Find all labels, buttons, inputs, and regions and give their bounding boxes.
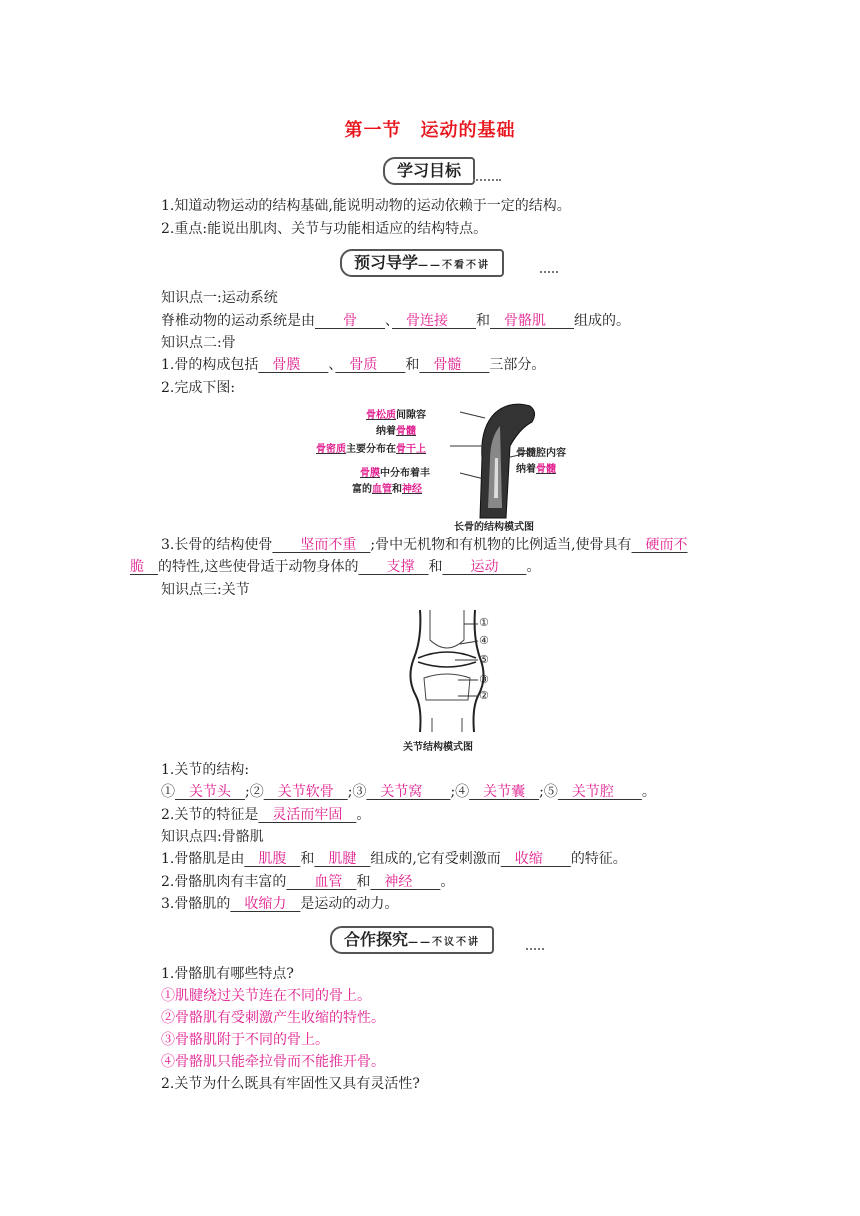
k4-q2: 2.骨骼肌肉有丰富的 血管 和 神经 。 [161, 874, 455, 890]
coop-answer-1: ①肌腱绕过关节连在不同的骨上。 [161, 988, 371, 1004]
answer: 收缩力 [230, 896, 301, 912]
k3-q1: 1.关节的结构: [161, 762, 250, 778]
label-vessels-nerves: 富的血管和神经 [352, 484, 422, 495]
label-3: ③ [479, 673, 489, 686]
joint-drawing [400, 608, 510, 733]
banner-preview [340, 247, 560, 277]
coop-answer-3: ③骨骼肌附于不同的骨上。 [161, 1032, 329, 1048]
k2-heading: 知识点二:骨 [161, 335, 236, 351]
goal-1: 1.知道动物运动的结构基础,能说明动物的运动依赖于一定的结构。 [161, 198, 571, 214]
label-cavity: 骨髓腔内容 [516, 448, 566, 459]
answer: 收缩 [500, 851, 571, 867]
banner-dots [540, 271, 558, 273]
label-4: ④ [479, 634, 489, 647]
k3-heading: 知识点三:关节 [161, 582, 250, 598]
label-5: ⑤ [479, 653, 489, 666]
answer: 关节软骨 [263, 784, 348, 800]
label-marrow-1: 纳着骨髓 [376, 426, 416, 437]
answer: 坚而不重 [272, 537, 371, 553]
k2-q2: 2.完成下图: [161, 380, 236, 396]
banner-dots [526, 948, 544, 950]
answer: 骨连接 [392, 313, 476, 329]
answer: 脆 [130, 559, 158, 575]
k1-question: 脊椎动物的运动系统是由 骨 、 骨连接 和 骨骼肌 组成的。 [161, 313, 630, 329]
banner-cooperative-inquiry [330, 924, 545, 954]
answer: 血管 [286, 874, 357, 890]
answer: 骨髓 [419, 357, 490, 373]
answer: 硬而不 [631, 537, 688, 553]
label-1: ① [479, 616, 489, 629]
long-bone-caption: 长骨的结构模式图 [454, 522, 534, 533]
k2-q3-line1: 3.长骨的结构使骨 坚而不重 ;骨中无机物和有机物的比例适当,使骨具有 硬而不 [161, 537, 688, 553]
k2-q3-line2: 脆 的特性,这些使骨适于动物身体的 支撑 和 运动 。 [130, 559, 541, 575]
answer: 灵活而牢固 [258, 807, 357, 823]
k4-q1: 1.骨骼肌是由 肌腹 和 肌腱 组成的,它有受刺激而 收缩 的特征。 [161, 851, 627, 867]
answer: 关节腔 [557, 784, 642, 800]
page-title: 第一节 运动的基础 [344, 120, 516, 141]
k3-q1-answers: ① 关节头 ;② 关节软骨 ;③ 关节窝 ;④ 关节囊 ;⑤ 关节腔 。 [161, 784, 656, 800]
label-2: ② [479, 689, 489, 702]
k2-q1: 1.骨的构成包括 骨膜 、 骨质 和 骨髓 三部分。 [161, 357, 546, 373]
answer: 运动 [442, 559, 527, 575]
label-spongy-bone: 骨松质间隙容 [366, 410, 426, 421]
answer: 肌腱 [314, 851, 371, 867]
answer: 肌腹 [244, 851, 301, 867]
answer: 骨质 [335, 357, 406, 373]
coop-q1: 1.骨骼肌有哪些特点? [161, 966, 294, 982]
goal-2: 2.重点:能说出肌肉、关节与功能相适应的结构特点。 [161, 221, 488, 237]
k4-heading: 知识点四:骨骼肌 [161, 829, 264, 845]
k1-heading: 知识点一:运动系统 [161, 290, 278, 306]
label-periosteum: 骨膜中分布着丰 [360, 468, 430, 479]
banner-label: 预习导学——不看不讲 [340, 249, 504, 277]
banner-dots [473, 179, 501, 181]
k3-q2: 2.关节的特征是 灵活而牢固 。 [161, 807, 371, 823]
long-bone-figure [310, 398, 590, 533]
k4-q3: 3.骨骼肌的 收缩力 是运动的动力。 [161, 896, 399, 912]
joint-caption: 关节结构模式图 [403, 742, 473, 753]
answer: 骨骼肌 [490, 313, 574, 329]
answer: 骨 [315, 313, 385, 329]
banner-label: 合作探究——不议不讲 [330, 926, 494, 954]
answer: 关节窝 [366, 784, 451, 800]
answer: 关节头 [175, 784, 245, 800]
joint-figure [395, 608, 505, 753]
coop-answer-4: ④骨骼肌只能牵拉骨而不能推开骨。 [161, 1054, 385, 1070]
coop-answer-2: ②骨骼肌有受刺激产生收缩的特性。 [161, 1010, 385, 1026]
answer: 支撑 [358, 559, 429, 575]
label-marrow-2: 纳着骨髓 [516, 464, 556, 475]
answer: 骨膜 [258, 357, 329, 373]
answer: 关节囊 [469, 784, 540, 800]
banner-learning-goals [383, 155, 503, 185]
label-compact-bone: 骨密质主要分布在骨干上 [316, 444, 426, 455]
answer: 神经 [370, 874, 441, 890]
banner-label: 学习目标 [383, 157, 475, 185]
coop-q2: 2.关节为什么既具有牢固性又具有灵活性? [161, 1076, 420, 1092]
